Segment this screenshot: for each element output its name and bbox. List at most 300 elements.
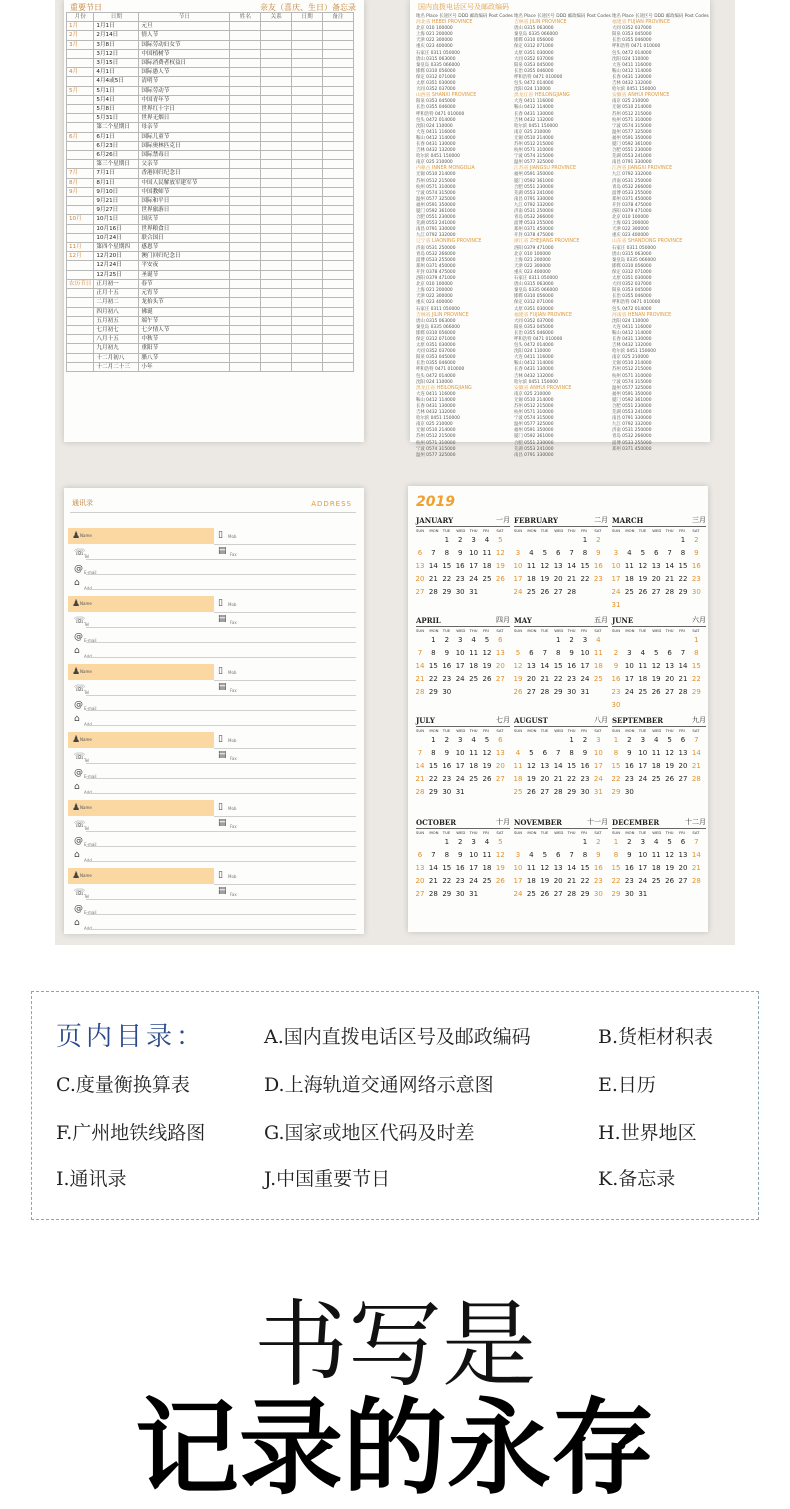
calendar-day: 16 bbox=[442, 762, 452, 770]
memo-cell bbox=[292, 105, 323, 114]
code-row: 大同 0352 037000 bbox=[514, 318, 554, 324]
code-row: 重庆 023 400000 bbox=[612, 233, 649, 239]
month-name-cn: 三月 bbox=[692, 516, 706, 524]
calendar-day: 1 bbox=[444, 536, 450, 544]
month-cell bbox=[67, 335, 94, 344]
memo-cell bbox=[230, 160, 261, 169]
calendar-day: 10 bbox=[513, 562, 523, 570]
table-row bbox=[67, 307, 354, 316]
calendar-day: 30 bbox=[455, 890, 465, 898]
fax-field-label: Fax bbox=[230, 892, 237, 897]
calendar-day: 1 bbox=[431, 736, 436, 744]
month-cell bbox=[67, 289, 94, 298]
month-header bbox=[416, 616, 510, 627]
calendar-day: 7 bbox=[555, 749, 561, 757]
code-row: 沈阳 024 110000 bbox=[416, 379, 453, 385]
code-row: 洛阳 0379 471000 bbox=[514, 245, 554, 251]
calendar-day: 5 bbox=[484, 636, 490, 644]
month-header bbox=[514, 818, 608, 829]
writing-line bbox=[86, 831, 356, 832]
code-row: 保定 0312 071000 bbox=[514, 300, 554, 306]
table-row bbox=[67, 31, 354, 40]
calendar-day: 4 bbox=[529, 851, 534, 859]
code-row: 北京 010 100000 bbox=[416, 26, 453, 32]
month-name-cn: 九月 bbox=[692, 716, 706, 724]
table-row bbox=[67, 362, 354, 371]
code-row: 青岛 0532 266000 bbox=[612, 434, 652, 440]
code-row: 包头 0472 014000 bbox=[612, 306, 652, 312]
holiday-cell: 世界红十字日 bbox=[139, 105, 230, 114]
calendar-day: 7 bbox=[667, 549, 672, 557]
calendar-day: 18 bbox=[482, 864, 492, 872]
writing-line bbox=[214, 680, 356, 681]
province-heading: 内蒙古 INNER MONGOLIA bbox=[416, 166, 475, 172]
month-header bbox=[416, 716, 510, 727]
weekday-label: SAT bbox=[496, 628, 504, 633]
calendar-day: 2 bbox=[569, 636, 574, 644]
memo-cell bbox=[292, 31, 323, 40]
date-cell: 12月25日 bbox=[94, 270, 139, 279]
code-row: 合肥 0551 230000 bbox=[416, 215, 456, 221]
table-row bbox=[67, 206, 354, 215]
calendar-day: 28 bbox=[665, 588, 675, 596]
month-cell bbox=[67, 114, 94, 123]
calendar-day: 23 bbox=[455, 575, 465, 583]
code-row: 吉林 0432 132000 bbox=[416, 410, 456, 416]
code-row: 宁波 0574 315000 bbox=[416, 446, 456, 452]
calendar-day: 3 bbox=[582, 636, 588, 644]
calendar-day: 25 bbox=[638, 688, 648, 696]
calendar-day: 11 bbox=[651, 749, 661, 757]
memo-cell bbox=[230, 325, 261, 334]
calendar-day: 10 bbox=[469, 851, 479, 859]
weekday-label: SUN bbox=[514, 628, 523, 633]
phone-icon: ☏ bbox=[74, 752, 86, 762]
code-row: 无锡 0510 214000 bbox=[514, 135, 554, 141]
calendar-day: 24 bbox=[638, 877, 648, 885]
holiday-cell: 小年 bbox=[139, 362, 230, 371]
code-row: 哈尔滨 0451 150000 bbox=[612, 87, 656, 93]
weekday-label: MON bbox=[527, 628, 537, 633]
calendar-day: 9 bbox=[457, 549, 463, 557]
code-row: 石家庄 0311 050000 bbox=[514, 276, 558, 282]
holiday-cell: 重阳节 bbox=[139, 344, 230, 353]
memo-cell bbox=[292, 279, 323, 288]
calendar-day: 19 bbox=[495, 562, 505, 570]
code-row: 苏州 0512 215000 bbox=[612, 111, 652, 117]
calendar-day: 27 bbox=[495, 775, 505, 783]
fax-icon: ▤ bbox=[218, 682, 227, 692]
calendar-day: 15 bbox=[553, 662, 563, 670]
code-row: 郑州 0371 450000 bbox=[612, 196, 652, 202]
calendar-day: 26 bbox=[540, 890, 550, 898]
weekday-label: WED bbox=[652, 628, 662, 633]
code-row: 南昌 0791 330000 bbox=[612, 416, 652, 422]
calendar-day: 7 bbox=[417, 749, 423, 757]
calendar-month bbox=[514, 716, 608, 816]
phone-icon: ☏ bbox=[74, 888, 86, 898]
table-row bbox=[67, 105, 354, 114]
calendar-day: 14 bbox=[567, 864, 577, 872]
month-cell bbox=[67, 233, 94, 242]
weekday-label: TUE bbox=[540, 830, 549, 835]
code-row: 唐山 0315 063000 bbox=[514, 282, 554, 288]
month-name-en: JULY bbox=[416, 716, 435, 725]
calendar-day: 11 bbox=[526, 562, 536, 570]
table-row bbox=[67, 132, 354, 141]
calendar-day: 3 bbox=[640, 838, 646, 846]
memo-cell bbox=[230, 187, 261, 196]
holiday-cell: 国际劳动妇女节 bbox=[139, 40, 230, 49]
memo-cell bbox=[230, 215, 261, 224]
calendar-day: 27 bbox=[415, 588, 425, 596]
code-row: 哈尔滨 0451 150000 bbox=[514, 379, 558, 385]
calendar-day: 15 bbox=[611, 864, 621, 872]
weekday-label: WED bbox=[652, 528, 662, 533]
calendar-day: 4 bbox=[640, 649, 646, 657]
memo-cell bbox=[323, 224, 354, 233]
weekday-label: WED bbox=[652, 728, 662, 733]
code-row: 北京 010 100000 bbox=[416, 282, 453, 288]
holiday-cell: 元宵节 bbox=[139, 289, 230, 298]
slogan-line-1: 书写是 bbox=[253, 1291, 536, 1400]
address-entry bbox=[68, 868, 356, 934]
holidays-header-cell: 姓名 bbox=[230, 13, 261, 22]
tel-field-label: Tel bbox=[84, 622, 90, 627]
calendar-day: 24 bbox=[513, 588, 523, 596]
weekday-label: TUE bbox=[540, 628, 549, 633]
holidays-header-cell: 关系 bbox=[261, 13, 292, 22]
table-row bbox=[67, 141, 354, 150]
weekday-label: WED bbox=[554, 528, 564, 533]
code-row: 南昌 0791 330000 bbox=[514, 452, 554, 458]
memo-cell bbox=[230, 197, 261, 206]
code-row: 秦皇岛 0335 066000 bbox=[612, 257, 656, 263]
home-icon: ⌂ bbox=[74, 918, 80, 928]
home-icon: ⌂ bbox=[74, 850, 80, 860]
calendar-day: 12 bbox=[482, 649, 492, 657]
calendar-day: 8 bbox=[582, 851, 588, 859]
calendar-day: 22 bbox=[678, 575, 688, 583]
memo-cell bbox=[292, 68, 323, 77]
month-cell bbox=[67, 206, 94, 215]
memo-cell bbox=[261, 86, 292, 95]
fax-icon: ▤ bbox=[218, 614, 227, 624]
date-cell: 6月23日 bbox=[94, 141, 139, 150]
holiday-cell: 龙抬头节 bbox=[139, 298, 230, 307]
code-row: 宁波 0574 315000 bbox=[416, 190, 456, 196]
calendar-day: 12 bbox=[495, 851, 505, 859]
code-row: 重庆 023 400000 bbox=[416, 300, 453, 306]
calendar-day: 19 bbox=[651, 675, 661, 683]
calendar-day: 21 bbox=[553, 775, 563, 783]
weekday-label: FRI bbox=[483, 830, 489, 835]
calendar-day: 29 bbox=[428, 788, 438, 796]
month-cell bbox=[67, 160, 94, 169]
calendar-day: 7 bbox=[569, 851, 574, 859]
code-row: 邯郸 0310 056000 bbox=[514, 38, 554, 44]
calendar-day: 22 bbox=[691, 675, 701, 683]
mobile-icon: ▯ bbox=[218, 530, 223, 540]
calendar-day: 11 bbox=[624, 562, 634, 570]
calendar-day: 2 bbox=[457, 838, 463, 846]
date-cell: 3月15日 bbox=[94, 59, 139, 68]
table-row bbox=[67, 77, 354, 86]
calendar-day: 25 bbox=[526, 890, 536, 898]
memo-cell bbox=[292, 316, 323, 325]
month-name-en: DECEMBER bbox=[612, 818, 660, 827]
calendar-day: 5 bbox=[498, 536, 503, 544]
code-row: 唐山 0315 063000 bbox=[612, 251, 652, 257]
memo-cell bbox=[323, 298, 354, 307]
name-field-label: Name bbox=[80, 669, 92, 674]
calendar-day: 4 bbox=[653, 838, 659, 846]
calendar-day: 8 bbox=[555, 649, 561, 657]
calendar-day: 3 bbox=[471, 536, 476, 544]
calendar-day: 14 bbox=[691, 851, 701, 859]
calendar-day: 2 bbox=[596, 838, 601, 846]
weekday-label: WED bbox=[456, 830, 466, 835]
writing-line bbox=[86, 642, 356, 643]
memo-cell bbox=[261, 49, 292, 58]
calendar-day: 14 bbox=[553, 762, 563, 770]
weekday-label: WED bbox=[652, 830, 662, 835]
calendar-day: 5 bbox=[667, 838, 672, 846]
calendar-day: 16 bbox=[567, 662, 577, 670]
table-row bbox=[67, 187, 354, 196]
calendar-day: 1 bbox=[431, 636, 436, 644]
weekday-label: MON bbox=[625, 830, 635, 835]
calendar-day: 29 bbox=[580, 890, 590, 898]
calendar-month bbox=[416, 616, 510, 716]
calendar-day: 19 bbox=[665, 864, 675, 872]
weekday-label: MON bbox=[625, 728, 635, 733]
code-row: 九江 0792 332000 bbox=[612, 172, 652, 178]
code-row: 阳泉 0353 045000 bbox=[514, 324, 554, 330]
date-cell: 七月初七 bbox=[94, 325, 139, 334]
month-cell bbox=[67, 307, 94, 316]
weekday-label: TUE bbox=[540, 728, 549, 733]
code-row: 大同 0352 037000 bbox=[612, 282, 652, 288]
month-cell bbox=[67, 298, 94, 307]
calendar-day: 14 bbox=[428, 562, 438, 570]
calendar-day: 23 bbox=[455, 877, 465, 885]
weekday-label: MON bbox=[429, 528, 439, 533]
calendar-day: 6 bbox=[417, 549, 423, 557]
calendar-day: 9 bbox=[444, 749, 450, 757]
calendar-day: 20 bbox=[495, 662, 505, 670]
code-row: 唐山 0315 063000 bbox=[514, 26, 554, 32]
calendar-day: 23 bbox=[442, 775, 452, 783]
tel-field-label: Tel bbox=[84, 554, 90, 559]
calendar-day: 1 bbox=[613, 838, 619, 846]
memo-cell bbox=[323, 197, 354, 206]
column-header: 地名 Place 长途区号 DDD 邮政编码 Post Codes bbox=[514, 14, 611, 19]
table-row bbox=[67, 169, 354, 178]
calendar-day: 23 bbox=[611, 688, 621, 696]
calendar-day: 27 bbox=[526, 688, 536, 696]
calendar-day: 6 bbox=[529, 649, 534, 657]
memo-cell bbox=[230, 316, 261, 325]
code-row: 厦门 0592 361000 bbox=[514, 178, 554, 184]
calendar-day: 15 bbox=[580, 562, 590, 570]
code-row: 青岛 0532 266000 bbox=[416, 251, 456, 257]
memo-cell bbox=[261, 160, 292, 169]
mobile-field-label: Mob bbox=[228, 738, 237, 743]
memo-cell bbox=[323, 325, 354, 334]
calendar-day: 10 bbox=[513, 864, 523, 872]
memo-cell bbox=[323, 141, 354, 150]
date-cell: 5月1日 bbox=[94, 86, 139, 95]
calendar-day: 18 bbox=[638, 675, 648, 683]
mobile-icon: ▯ bbox=[218, 598, 223, 608]
calendar-day: 3 bbox=[627, 649, 632, 657]
memo-cell bbox=[230, 22, 261, 31]
code-row: 吉林 0432 132000 bbox=[514, 373, 554, 379]
weekday-label: TUE bbox=[638, 528, 647, 533]
table-row bbox=[67, 86, 354, 95]
calendar-day: 19 bbox=[526, 775, 536, 783]
weekday-label: FRI bbox=[581, 830, 587, 835]
calendar-day: 4 bbox=[484, 536, 490, 544]
memo-cell bbox=[230, 40, 261, 49]
code-row: 宁波 0574 315000 bbox=[514, 416, 554, 422]
weekday-label: TUE bbox=[442, 728, 451, 733]
code-row: 无锡 0510 214000 bbox=[612, 105, 652, 111]
memo-cell bbox=[323, 169, 354, 178]
calendar-day: 10 bbox=[638, 851, 648, 859]
memo-cell bbox=[292, 325, 323, 334]
holiday-cell: 联合国日 bbox=[139, 233, 230, 242]
name-field-label: Name bbox=[80, 601, 92, 606]
month-name-en: APRIL bbox=[416, 616, 441, 625]
code-row: 淄博 0533 255000 bbox=[612, 440, 652, 446]
code-row: 福州 0591 350000 bbox=[612, 391, 652, 397]
weekday-label: MON bbox=[429, 830, 439, 835]
calendar-day: 26 bbox=[495, 575, 505, 583]
calendar-day: 5 bbox=[498, 838, 503, 846]
weekday-label: SAT bbox=[692, 628, 700, 633]
month-name-en: MAY bbox=[514, 616, 532, 625]
code-row: 阳泉 0353 045000 bbox=[514, 62, 554, 68]
code-row: 天津 022 300000 bbox=[612, 227, 649, 233]
calendar-day: 17 bbox=[580, 662, 590, 670]
weekday-label: TUE bbox=[442, 830, 451, 835]
code-row: 太原 0351 030000 bbox=[514, 306, 554, 312]
calendar-day: 3 bbox=[457, 636, 463, 644]
writing-line bbox=[86, 846, 356, 847]
address-entry bbox=[68, 664, 356, 730]
calendar-day: 15 bbox=[580, 864, 590, 872]
calendar-day: 9 bbox=[457, 851, 463, 859]
memo-cell bbox=[292, 298, 323, 307]
memo-cell bbox=[261, 252, 292, 261]
code-row: 芜湖 0553 241000 bbox=[416, 221, 456, 227]
email-icon: @ bbox=[74, 564, 83, 574]
calendar-day: 1 bbox=[613, 736, 619, 744]
calendar-day: 11 bbox=[482, 549, 492, 557]
calendar-day: 12 bbox=[482, 749, 492, 757]
code-row: 南京 025 210000 bbox=[514, 391, 551, 397]
calendar-day: 26 bbox=[651, 688, 661, 696]
calendar-day: 8 bbox=[582, 549, 588, 557]
code-row: 大连 0411 116000 bbox=[612, 62, 652, 68]
calendar-day: 11 bbox=[469, 749, 479, 757]
calendar-day: 10 bbox=[455, 749, 465, 757]
calendar-day: 14 bbox=[691, 749, 701, 757]
calendar-month bbox=[514, 616, 608, 716]
calendar-day: 17 bbox=[638, 762, 648, 770]
calendar-month bbox=[514, 818, 608, 918]
calendar-day: 1 bbox=[582, 838, 588, 846]
code-row: 苏州 0512 215000 bbox=[612, 367, 652, 373]
directory-item-f: F.广州地铁线路图 bbox=[56, 1122, 206, 1144]
calendar-month bbox=[612, 716, 706, 816]
memo-cell bbox=[292, 252, 323, 261]
holiday-cell: 平安夜 bbox=[139, 261, 230, 270]
writing-line bbox=[86, 695, 356, 696]
code-row: 温州 0577 325000 bbox=[612, 129, 652, 135]
code-row: 济南 0531 250000 bbox=[514, 209, 554, 214]
code-row: 济南 0531 250000 bbox=[612, 178, 652, 184]
table-row bbox=[67, 178, 354, 187]
calendar-day: 13 bbox=[415, 864, 425, 872]
holidays-header-cell: 日期 bbox=[292, 13, 323, 22]
memo-cell bbox=[230, 298, 261, 307]
calendar-day: 8 bbox=[444, 549, 450, 557]
holiday-cell: 情人节 bbox=[139, 31, 230, 40]
code-row: 杭州 0571 310000 bbox=[612, 117, 652, 123]
weekday-label: THU bbox=[469, 728, 478, 733]
calendar-day: 29 bbox=[691, 688, 701, 696]
code-row: 宁波 0574 315000 bbox=[612, 379, 652, 385]
calendar-year: 2019 bbox=[416, 494, 455, 510]
code-row: 沈阳 024 110000 bbox=[514, 87, 551, 93]
directory-item-e: E.日历 bbox=[598, 1074, 656, 1096]
code-row: 芜湖 0553 241000 bbox=[612, 410, 652, 416]
code-row: 合肥 0551 230000 bbox=[612, 404, 652, 409]
memo-cell bbox=[292, 233, 323, 242]
phone-codes-page bbox=[410, 0, 710, 458]
calendar-day: 29 bbox=[428, 688, 438, 696]
memo-cell bbox=[230, 86, 261, 95]
memo-cell bbox=[261, 316, 292, 325]
province-heading: 吉林省 JILIN PROVINCE bbox=[416, 312, 469, 318]
address-top-rule bbox=[70, 512, 356, 513]
calendar-day: 2 bbox=[694, 536, 699, 544]
calendar-day: 21 bbox=[567, 877, 577, 885]
calendar-day: 3 bbox=[596, 736, 601, 744]
calendar-day: 15 bbox=[678, 562, 688, 570]
memo-cell bbox=[261, 298, 292, 307]
name-field-label: Name bbox=[80, 533, 92, 538]
calendar-day: 28 bbox=[691, 775, 701, 783]
date-cell: 9月10日 bbox=[94, 187, 139, 196]
holiday-cell: 七夕情人节 bbox=[139, 325, 230, 334]
month-header bbox=[514, 716, 608, 727]
province-heading: 黑龙江省 HEILONGJIANG bbox=[514, 93, 570, 99]
calendar-day: 19 bbox=[665, 762, 675, 770]
memo-cell bbox=[261, 151, 292, 160]
calendar-day: 30 bbox=[580, 788, 590, 796]
person-icon: ♟ bbox=[72, 735, 81, 745]
calendar-month bbox=[416, 716, 510, 816]
calendar-day: 8 bbox=[613, 749, 619, 757]
calendar-day: 6 bbox=[498, 636, 503, 644]
calendar-day: 30 bbox=[455, 588, 465, 596]
table-row bbox=[67, 270, 354, 279]
code-row: 南京 025 210000 bbox=[416, 422, 453, 428]
